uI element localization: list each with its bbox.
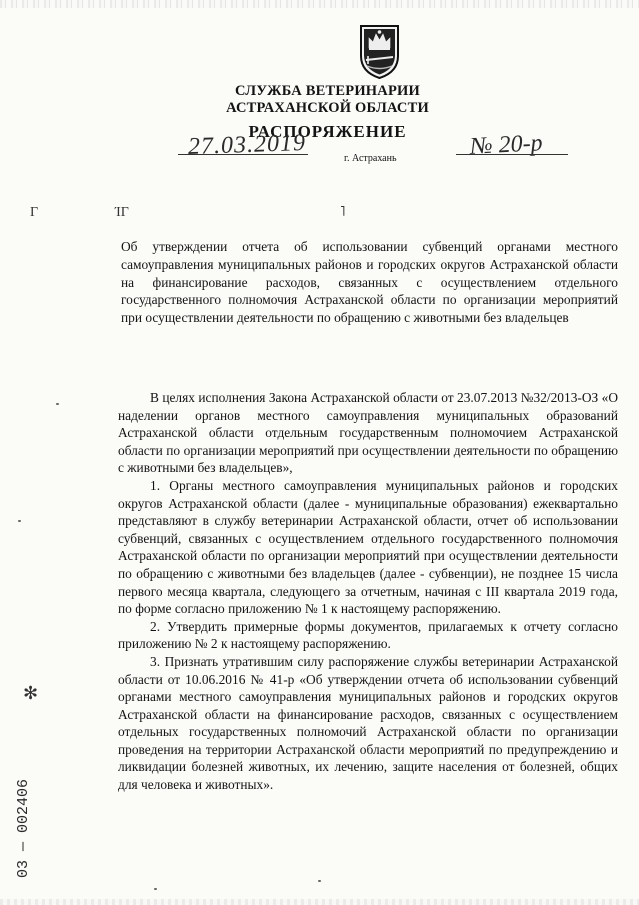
margin-asterisk-mark: ✻ (23, 683, 39, 703)
order-subject-text: Об утверждении отчета об использовании субвенций органами местного самоуправления муниципальных районов и городских округов Астраханской области на финансирование расходов, связанных с осуществлением отдельного государственного полномочия Астраханской области по организации мероприятий при осуществлении деятельности по обращению с животными без владельцев (121, 239, 618, 326)
city-label: г. Астрахань (344, 153, 397, 164)
subject-corner-mark-left: Γ (30, 205, 39, 220)
scan-speck (318, 880, 321, 882)
number-underline (456, 154, 568, 155)
scan-top-edge (0, 0, 639, 8)
subject-corner-mark-right: ˥ (340, 205, 346, 220)
order-body (118, 389, 618, 794)
scan-speck (56, 403, 59, 405)
order-item-2: 2. Утвердить примерные формы документов, прилагаемых к отчету согласно приложению № 2 к настоящему распоряжению. (118, 618, 618, 652)
scan-bottom-edge (0, 899, 639, 905)
order-item-1: 1. Органы местного самоуправления муниципальных районов и городских округов Астраханской области (далее - муниципальные образования) ежеквартально представляют в службу ветеринарии Астраханской области, отчет об использовании субвенций, связанных с осуществлением отдельного государственного полномочия Астраханской области по организации мероприятий при осуществлении деятельности по обращению с животными без владельцев (далее - субвенции), не позднее 15 числа первого месяца квартала, следующего за отчетным, начиная с III квартала 2019 года, по форме согласно приложению № 1 к настоящему распоряжению. (118, 477, 618, 617)
org-name-line1: СЛУЖБА ВЕТЕРИНАРИИ (235, 83, 420, 99)
document-type-title: РАСПОРЯЖЕНИЕ (248, 122, 407, 141)
date-underline (178, 154, 308, 155)
margin-registry-stamp: 03 — 002406 (15, 778, 32, 878)
scan-speck (18, 520, 21, 522)
org-name-line2: АСТРАХАНСКОЙ ОБЛАСТИ (226, 100, 429, 116)
handwritten-date: 27.03.2019 (187, 129, 307, 161)
subject-corner-mark-center: ΊΓ (115, 205, 129, 220)
handwritten-number: № 20-р (469, 130, 544, 160)
order-subject (121, 238, 618, 327)
astrakhan-coat-of-arms-icon (357, 20, 402, 80)
order-item-3: 3. Признать утратившим силу распоряжение службы ветеринарии Астраханской области от 10.06.2016 № 41-р «Об утверждении отчета об использовании субвенций органами местного самоуправления муниципальных районов и городских округов Астраханской области на финансирование расходов, связанных с осуществлением отдельных государственных полномочий Астраханской области по организации проведения на территории Астраханской области мероприятий по предупреждению и ликвидации болезней животных, их лечению, защите населения от болезней, общих для человека и животных». (118, 653, 618, 793)
scan-speck (154, 888, 157, 890)
order-preamble: В целях исполнения Закона Астраханской области от 23.07.2013 №32/2013-ОЗ «О наделении органов местного самоуправления муниципальных образований Астраханской области отдельным государственным полномочием Астраханской области по организации мероприятий при осуществлении деятельности по обращению с животными без владельцев», (118, 390, 618, 476)
